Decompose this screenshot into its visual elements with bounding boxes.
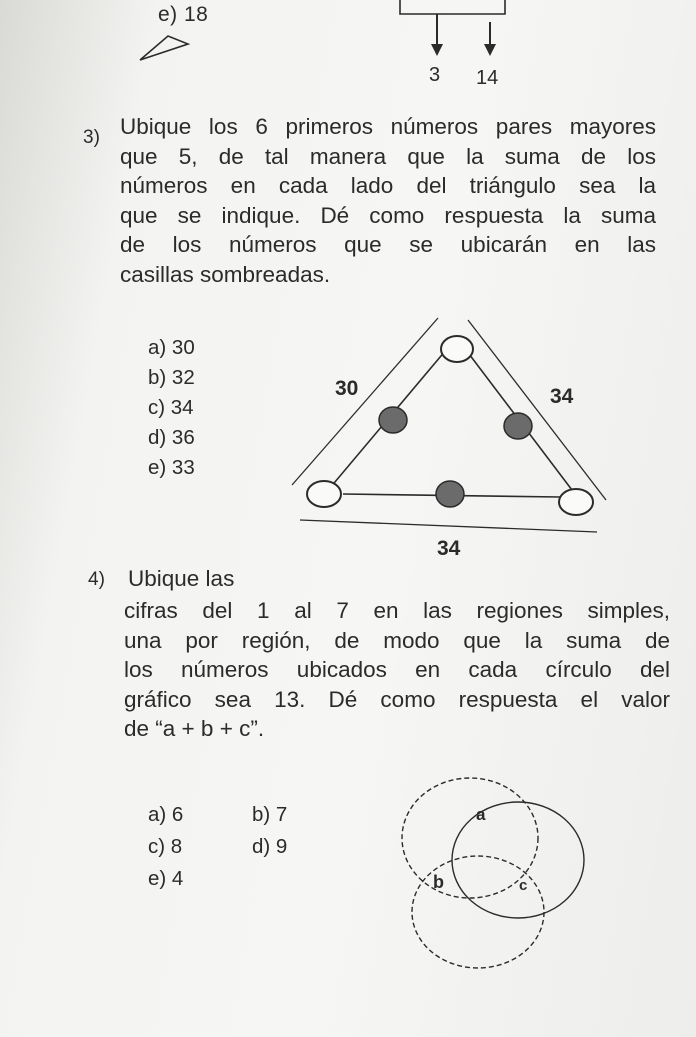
question-4-statement: [124, 596, 670, 744]
previous-item-fragment: [0, 0, 696, 95]
venn-circle-top: [402, 778, 538, 898]
shaded-box-bottom: [436, 481, 464, 507]
question-4-number: 4): [88, 569, 105, 590]
bottom-side-sum: 34: [437, 537, 461, 560]
left-sum-line: [292, 318, 438, 485]
shaded-box-left: [379, 407, 407, 433]
shaded-box-right: [504, 413, 532, 439]
vertex-left-box: [307, 481, 341, 507]
right-sum-line: [468, 320, 606, 500]
vertex-right-box: [559, 489, 593, 515]
statement-line: los números ubicados en cada círculo del: [124, 657, 670, 682]
statement-line: una por región, de modo que la suma de: [124, 627, 670, 653]
question-3-statement: [120, 112, 656, 289]
statement-line: de “a + b + c”.: [124, 716, 265, 741]
venn-label-c: c: [519, 877, 528, 894]
previous-option-e: e) 18: [158, 3, 209, 26]
vertex-top-box: [441, 336, 473, 362]
option-a: a) 6: [148, 803, 184, 826]
option-c: c) 34: [148, 396, 194, 419]
statement-line: casillas sombreadas.: [120, 261, 331, 287]
venn-circle-right: [452, 802, 584, 918]
arrow-value-3: 3: [429, 64, 441, 86]
previous-box-edge: [400, 0, 505, 14]
previous-item-drawing: [0, 0, 696, 95]
statement-line: de los números que se ubicarán en las: [120, 232, 656, 257]
arrow-down-icon: [484, 44, 496, 56]
triangle-diagram: [0, 300, 696, 570]
option-a: a) 30: [148, 336, 195, 359]
option-d: d) 36: [148, 426, 195, 449]
question-4-first-line: Ubique las: [128, 566, 235, 591]
statement-line: números en cada lado del triángulo sea la: [120, 173, 656, 198]
option-e: e) 33: [148, 456, 195, 479]
option-b: b) 7: [252, 803, 288, 826]
venn-label-a: a: [476, 805, 486, 824]
option-d: d) 9: [252, 835, 288, 858]
statement-line: que se indique. Dé como respuesta la suma: [120, 202, 656, 228]
statement-line: gráfico sea 13. Dé como respuesta el valor: [124, 686, 670, 712]
venn-diagram: [370, 760, 600, 980]
question-3-number: 3): [83, 127, 100, 148]
venn-circle-bottom: [412, 856, 544, 968]
bottom-sum-line: [300, 520, 597, 532]
option-e: e) 4: [148, 867, 184, 890]
right-side-sum: 34: [550, 385, 574, 408]
statement-line: cifras del 1 al 7 en las regiones simples,: [124, 598, 670, 623]
venn-label-b: b: [433, 872, 444, 892]
statement-line: que 5, de tal manera que la suma de los: [120, 143, 656, 169]
option-b: b) 32: [148, 366, 195, 389]
option-c: c) 8: [148, 835, 183, 858]
left-side-sum: 30: [335, 377, 359, 400]
arrow-down-icon: [431, 44, 443, 56]
arrow-value-14: 14: [476, 67, 499, 89]
statement-line: Ubique los 6 primeros números pares mayores: [120, 114, 656, 139]
pen-mark-icon: [140, 36, 188, 60]
